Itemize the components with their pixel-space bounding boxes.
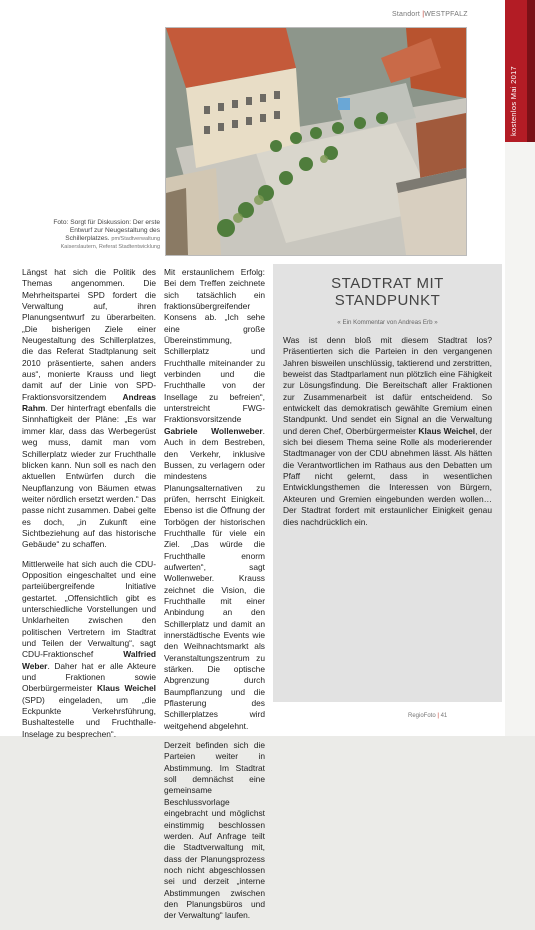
paragraph-text: Mittlerweile hat sich auch die CDU-Opposition eingeschaltet und eine parteiübergreifende Initiative gestartet. „Offensichtlich gibt es unterschiedliche Vorstellungen und Unklarheiten zwischen den politischen Vertretern im Stadtrat und Teilen der Verwaltung“, sagt CDU-Fraktionschef <box>22 558 156 660</box>
paragraph-text: . Daher hat er alle Akteure und Fraktionen sowie Oberbürgermeister <box>22 660 156 694</box>
article-paragraph <box>22 559 156 741</box>
commentary-title-line: STADTRAT MIT <box>331 275 444 292</box>
person-name: Klaus Weichel <box>418 425 476 436</box>
paragraph-text: (SPD) eingeladen, um „die Eckpunkte Verkehrsführung, Bushaltestelle und Fruchthalle-Inselage zu besprechen“. <box>22 694 156 739</box>
issue-tab <box>505 0 527 142</box>
photo-caption <box>40 219 160 251</box>
commentary-title <box>273 276 502 309</box>
article-paragraph <box>22 267 156 551</box>
publication-name: RegioFoto <box>408 713 436 719</box>
footer-separator: | <box>437 713 439 719</box>
person-name: Gabriele Wollenweber <box>164 425 263 436</box>
page-footer <box>408 713 447 719</box>
issue-tab-text: kostenlos Mai 2017 <box>509 65 518 136</box>
region-label: WESTPFALZ <box>424 11 468 18</box>
person-name: Walfried Weber <box>22 649 156 671</box>
person-name: Klaus Weichel <box>97 683 156 694</box>
paragraph-text: Längst hat sich die Politik des Themas angenommen. Die Mehrheitspartei SPD fordert die Verwaltung auf, ihren Planungsentwurf zu überarbeiten. „Die bisherigen Ziele einer Neugestaltung des Schillerplatzes, die das Referat Stadtplanung seit 2010 präsentierte, sahen anders aus“, monierte Krauss und liegt damit auf der Linie von SPD-Fraktionsvorsitzendem <box>22 267 156 402</box>
page-number: 41 <box>440 713 448 719</box>
person-name: Andreas Rahm <box>22 391 156 414</box>
section-label: Standort <box>392 11 421 18</box>
commentary-body <box>283 335 492 528</box>
article-column-2 <box>164 267 265 930</box>
commentary-kicker: « Ein Kommentar von Andreas Erb » <box>337 319 438 326</box>
paragraph-text: . Der hinterfragt ebenfalls die Sinnhaftigkeit der Pläne: „Es war immer klar, dass das Werbegerüst weg muss, damit man vom Schillerplatz wieder zur Fruchthalle blicken kann. Nun soll es nach den aktuellen Entwürfen durch die Neupflanzung von Bäumen etwas weiter nördlich ersetzt werden.“ Das passe nicht zusammen. Dabei gelte es doch, „in Zukunft eine Sichtbeziehung auf das historische Gebäude“ zu schaffen. <box>22 403 156 550</box>
caption-credit: pm/Stadtverwaltung Kaiserslautern, Referat Stadtentwicklung <box>60 236 160 250</box>
rendering-illustration <box>166 28 466 255</box>
article-column-1 <box>22 267 156 748</box>
commentary-text: , der sich bei diesem Thema seine Rolle als moderierender Stadtmanager von der CDU abnehmen lässt. Als hätten die Verantwortlichen im Rathaus aus den Debatten um Pfaff nicht gelernt, dass in wesentlichen Entwicklungsthemen die Interessen von Bürgern, Akteuren und Gremien eingebunden werden wollen… Der Stadtrat fordert mit erstaunlicher Einigkeit genau dies nachdrücklich ein. <box>283 425 492 527</box>
article-paragraph <box>164 267 265 732</box>
issue-tab-stripe <box>527 0 535 142</box>
caption-text: Foto: Sorgt für Diskussion: Der erste Entwurf zur Neugestaltung des Schillerplatzes. <box>53 219 160 242</box>
paragraph-text: . Auch in dem Bestreben, den Verkehr, inklusive Bussen, zu verlagern oder mindestens Planungsalternativen zu prüfen, herrscht Einigkeit. Ebenso ist die Öffnung der Torbögen der historischen Fruchthalle für viele ein Ziel. „Das würde die Fruchthalle enorm aufwerten“, sagt Wollenweber. Krauss zeichnet die Vision, die Fruchthalle mit einer Anbindung an den Schillerplatz und damit an innerstädtische Events wie den Weihnachtsmarkt als Veranstaltungszentrum zu stärken. Die optische Abgrenzung durch Baumpflanzung und die Pflasterung des Schillerplatzes wird weitgehend abgelehnt. <box>164 425 265 731</box>
commentary-title-line: STANDPUNKT <box>334 291 441 309</box>
section-header <box>392 11 468 18</box>
article-paragraph: Derzeit befinden sich die Parteien weiter in Abstimmung. Im Stadtrat soll demnächst eine gemeinsame Beschlussvorlage eingebracht und möglichst einstimmig beschlossen werden. Auf Anfrage teilt die Stadtverwaltung mit, dass der Planungsprozess noch nicht abgeschlossen sei und derzeit „interne Abstimmungen zwischen den Planungsbüros und der Verwaltung“ laufen. <box>164 740 265 921</box>
schillerplatz-rendering-image <box>165 27 467 256</box>
paragraph-text: Mit erstaunlichem Erfolg: Bei dem Treffen zeichnete sich tatsächlich ein fraktionsübergreifender Konsens ab. „Ich sehe eine große Übereinstimmung, Schillerplatz und Fruchthalle miteinander zu verbinden und die Fruchthalle von der Insellage zu befreien“, unterstreicht FWG-Fraktionsvorsitzende <box>164 267 265 425</box>
commentary-text: Was ist denn bloß mit diesem Stadtrat los? Präsentierten sich die Parteien in den vergangenen Jahren bisweilen unschlüssig, taktierend und zerstritten, beweist das Stadtparlament nun plötzlich eine Fähigkeit zur Lösungsfindung. Die Bereitschaft aller Fraktionen zur Zusammenarbeit ist dafür entscheidend. So entwickelt das demokratisch gewählte Gremium einen Standpunkt. Und sendet ein Signal an die Verwaltung und deren Chef, Oberbürgermeister <box>283 335 492 436</box>
section-separator: | <box>422 11 425 18</box>
